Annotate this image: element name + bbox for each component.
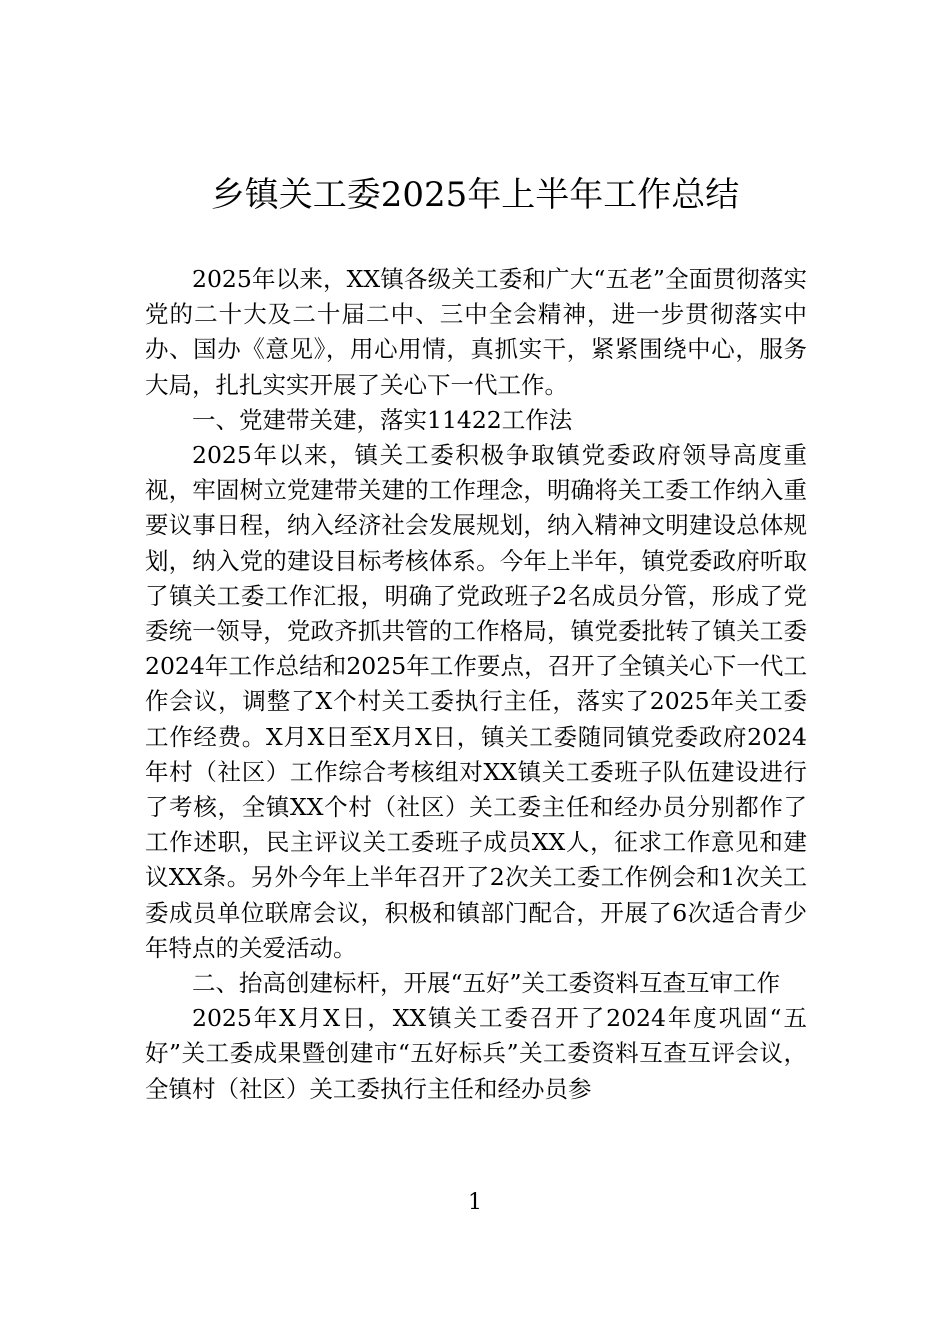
section-1-paragraph: 2025年以来，镇关工委积极争取镇党委政府领导高度重视，牢固树立党建带关建的工作理念，明确将关工委工作纳入重要议事日程，纳入经济社会发展规划，纳入精神文明建设总体规划，纳入党的建设目标考核体系。今年上半年，镇党委政府听取了镇关工委工作汇报，明确了党政班子2名成员分管，形成了党委统一领导，党政齐抓共管的工作格局，镇党委批转了镇关工委2024年工作总结和2025年工作要点，召开了全镇关心下一代工作会议，调整了X个村关工委执行主任，落实了2025年关工委工作经费。X月X日至X月X日，镇关工委随同镇党委政府2024年村（社区）工作综合考核组对XX镇关工委班子队伍建设进行了考核，全镇XX个村（社区）关工委主任和经办员分别都作了工作述职，民主评议关工委班子成员XX人，征求工作意见和建议XX条。另外今年上半年召开了2次关工委工作例会和1次关工委成员单位联席会议，积极和镇部门配合，开展了6次适合青少年特点的关爱活动。: [145, 441, 807, 962]
section-heading-2: 二、抬高创建标杆，开展“五好”关工委资料互查互审工作: [192, 969, 781, 998]
page-number: 1: [468, 1190, 482, 1215]
document-title: 乡镇关工委2025年上半年工作总结: [210, 175, 740, 215]
intro-paragraph: 2025年以来，XX镇各级关工委和广大“五老”全面贯彻落实党的二十大及二十届二中、三中全会精神，进一步贯彻落实中办、国办《意见》，用心用情，真抓实干，紧紧围绕中心，服务大局，扎扎实实开展了关心下一代工作。: [145, 265, 807, 399]
section-heading-1: 一、党建带关建，落实11422工作法: [192, 405, 573, 434]
section-2-paragraph: 2025年X月X日，XX镇关工委召开了2024年度巩固“五好”关工委成果暨创建市“五好标兵”关工委资料互查互评会议，全镇村（社区）关工委执行主任和经办员参: [145, 1004, 807, 1103]
document-body: [145, 262, 807, 1107]
